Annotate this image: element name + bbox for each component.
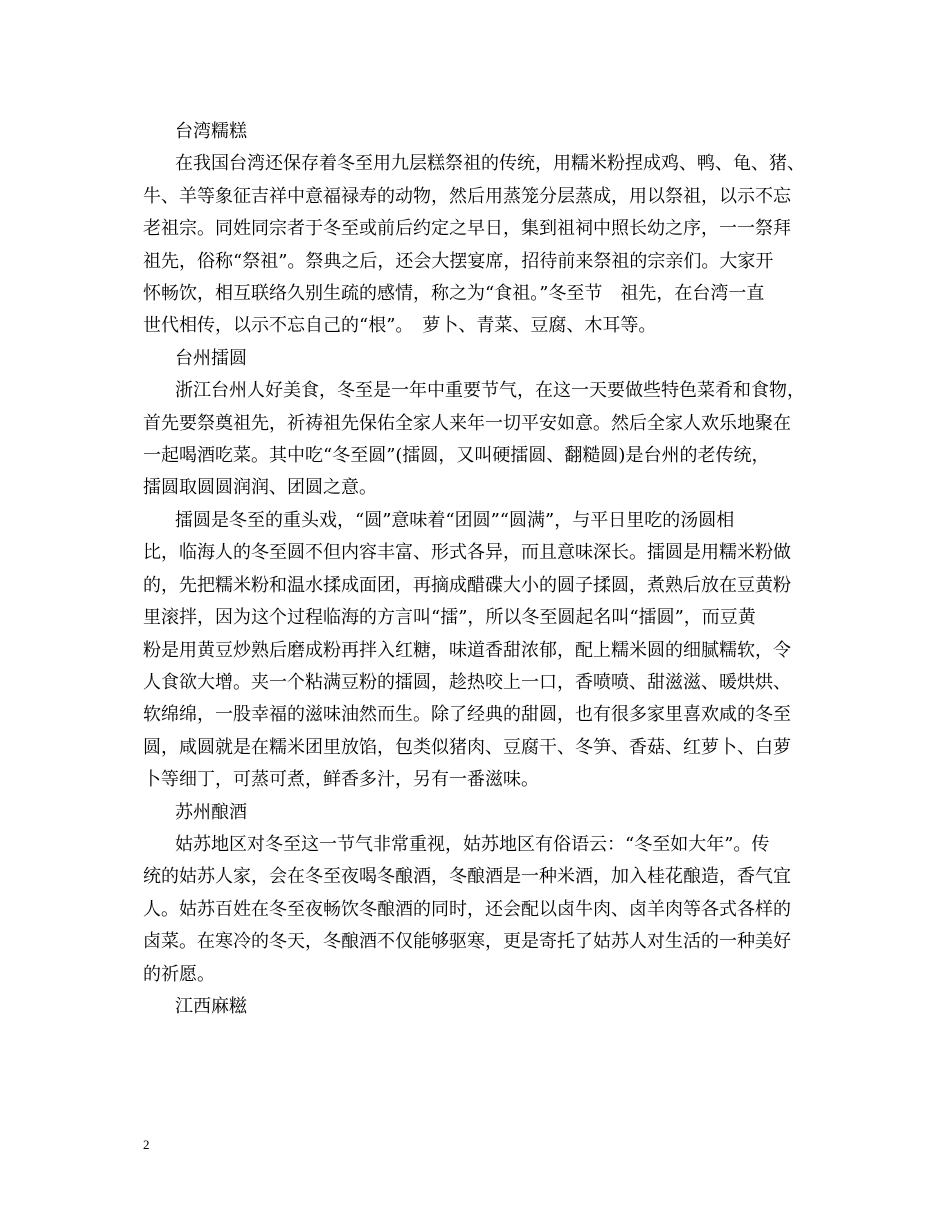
paragraph-line: 统的姑苏人家，会在冬至夜喝冬酿酒，冬酿酒是一种米酒，加入桂花酿造，香气宜 [143, 866, 791, 888]
paragraph-line: 人食欲大增。夹一个粘满豆粉的擂圆，趁热咬上一口，香喷喷、甜滋滋、暖烘烘、 [143, 671, 791, 693]
section-heading: 江西麻糍 [175, 995, 247, 1017]
paragraph-line: 里滚拌，因为这个过程临海的方言叫“擂”，所以冬至圆起名叫“擂圆”，而豆黄 [143, 607, 756, 629]
paragraph [143, 829, 823, 991]
paragraph-line: 人。姑苏百姓在冬至夜畅饮冬酿酒的同时，还会配以卤牛肉、卤羊肉等各式各样的 [143, 898, 791, 920]
paragraph-line: 擂圆是冬至的重头戏，“圆”意味着“团圆”“圆满”，与平日里吃的汤圆相 [175, 509, 735, 531]
paragraph-line: 姑苏地区对冬至这一节气非常重视，姑苏地区有俗语云：“冬至如大年”。传 [175, 833, 770, 855]
paragraph-line: 老祖宗。同姓同宗者于冬至或前后约定之早日，集到祖祠中照长幼之序，一一祭拜 [143, 218, 791, 240]
paragraph-line: 软绵绵，一股幸福的滋味油然而生。除了经典的甜圆，也有很多家里喜欢咸的冬至 [143, 704, 791, 726]
paragraph-line: 在我国台湾还保存着冬至用九层糕祭祖的传统，用糯米粉捏成鸡、鸭、龟、猪、 [175, 153, 805, 175]
paragraph-line: 怀畅饮，相互联络久别生疏的感情，称之为“食祖。”冬至节 祖先，在台湾一直 [143, 283, 765, 305]
paragraph [143, 375, 823, 505]
section-heading: 苏州酿酒 [175, 801, 247, 823]
paragraph-line: 比，临海人的冬至圆不但内容丰富、形式各异，而且意味深长。擂圆是用糯米粉做 [143, 542, 791, 564]
document-body [143, 116, 823, 1023]
section-heading: 台州擂圆 [175, 347, 247, 369]
paragraph-line: 圆，咸圆就是在糯米团里放馅，包类似猪肉、豆腐干、冬笋、香菇、红萝卜、白萝 [143, 736, 791, 758]
paragraph-line: 牛、羊等象征吉祥中意福禄寿的动物，然后用蒸笼分层蒸成，用以祭祖，以示不忘 [143, 185, 791, 207]
paragraph-line: 首先要祭奠祖先，祈祷祖先保佑全家人来年一切平安如意。然后全家人欢乐地聚在 [143, 412, 791, 434]
paragraph-line: 擂圆取圆圆润润、团圆之意。 [143, 477, 377, 499]
paragraph [143, 148, 823, 342]
section-heading: 台湾糯糕 [175, 121, 247, 142]
paragraph-line: 一起喝酒吃菜。其中吃“冬至圆”(擂圆，又叫硬擂圆、翻糙圆)是台州的老传统， [143, 445, 770, 467]
paragraph-line: 祖先，俗称“祭祖”。祭典之后，还会大摆宴席，招待前来祭祖的宗亲们。大家开 [143, 250, 774, 272]
paragraph-line: 卤菜。在寒冷的冬天，冬酿酒不仅能够驱寒，更是寄托了姑苏人对生活的一种美好 [143, 931, 791, 953]
paragraph-line: 粉是用黄豆炒熟后磨成粉再拌入红糖，味道香甜浓郁，配上糯米圆的细腻糯软，令 [143, 639, 791, 661]
paragraph-line: 浙江台州人好美食，冬至是一年中重要节气，在这一天要做些特色菜肴和食物， [175, 380, 805, 402]
page-number: 2 [143, 1137, 150, 1152]
paragraph-line: 世代相传，以示不忘自己的“根”。 萝卜、青菜、豆腐、木耳等。 [143, 315, 657, 337]
paragraph [143, 505, 823, 797]
paragraph-line: 的祈愿。 [143, 963, 215, 985]
paragraph-line: 卜等细丁，可蒸可煮，鲜香多汁，另有一番滋味。 [143, 769, 539, 791]
paragraph-line: 的，先把糯米粉和温水揉成面团，再摘成醋碟大小的圆子揉圆，煮熟后放在豆黄粉 [143, 574, 791, 596]
